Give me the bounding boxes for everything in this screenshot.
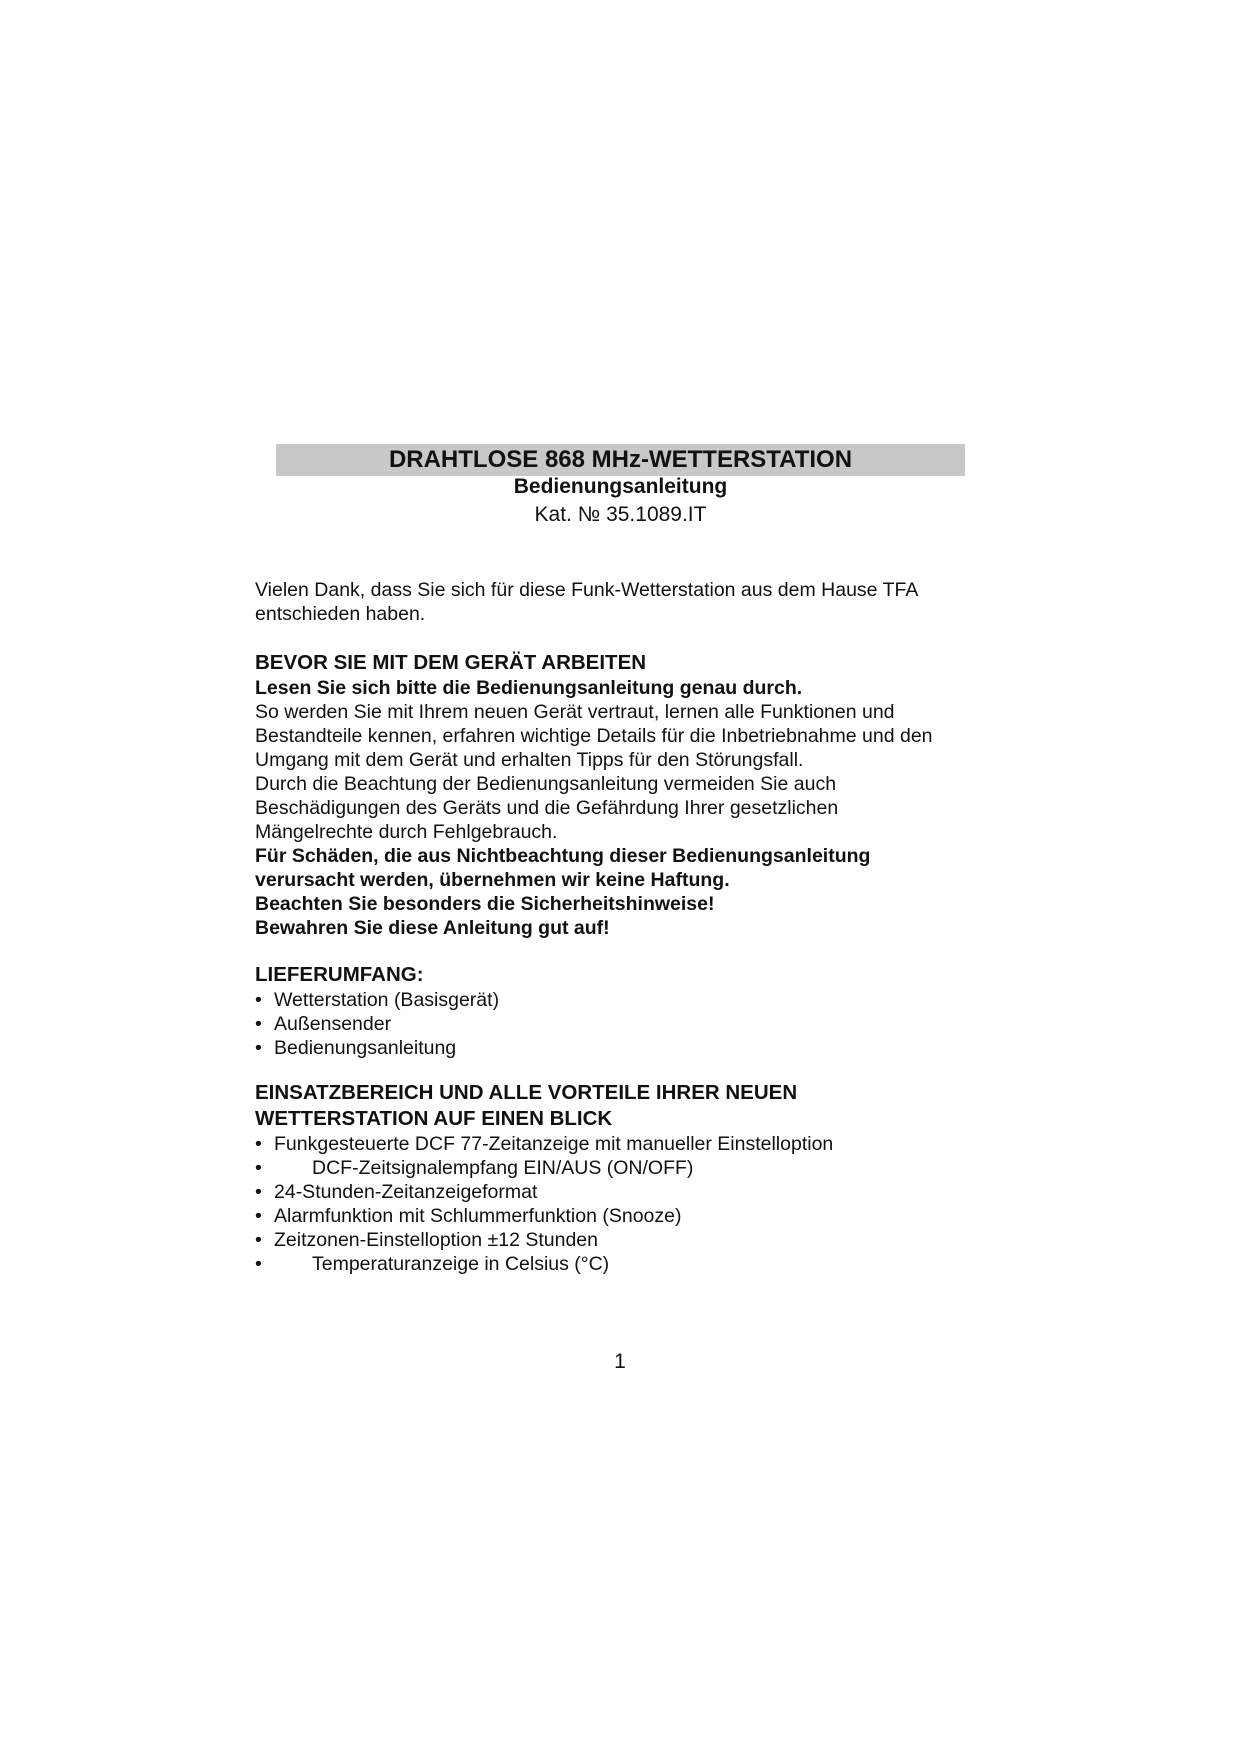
document-subtitle: Bedienungsanleitung <box>513 475 728 498</box>
catalog-number: Kat. № 35.1089.IT <box>534 503 707 526</box>
warning-line: Für Schäden, die aus Nichtbeachtung dieser Bedienungsanleitung <box>255 845 871 867</box>
list-item: • DCF-Zeitsignalempfang EIN/AUS (ON/OFF) <box>255 1156 1015 1180</box>
delivery-list <box>255 988 1015 1060</box>
body-line: Durch die Beachtung der Bedienungsanleitung vermeiden Sie auch <box>255 773 837 795</box>
intro-line: Vielen Dank, dass Sie sich für diese Funk-Wetterstation aus dem Hause TFA <box>255 579 919 601</box>
section-lead: Lesen Sie sich bitte die Bedienungsanleitung genau durch. <box>255 677 803 699</box>
list-item: • Funkgesteuerte DCF 77-Zeitanzeige mit manueller Einstelloption <box>255 1132 1015 1156</box>
list-item: • Bedienungsanleitung <box>255 1036 1015 1060</box>
section-before-use <box>255 650 1015 940</box>
body-line: Mängelrechte durch Fehlgebrauch. <box>255 821 558 843</box>
body-line: Bestandteile kennen, erfahren wichtige Details für die Inbetriebnahme und den <box>255 725 933 747</box>
list-item: • 24-Stunden-Zeitanzeigeformat <box>255 1180 1015 1204</box>
list-item: • Temperaturanzeige in Celsius (°C) <box>255 1252 1015 1276</box>
warning-line: Beachten Sie besonders die Sicherheitshinweise! <box>255 893 715 915</box>
section-heading: EINSATZBEREICH UND ALLE VORTEILE IHRER NEUEN <box>255 1081 798 1104</box>
section-heading: BEVOR SIE MIT DEM GERÄT ARBEITEN <box>255 651 647 674</box>
section-scope-of-delivery <box>255 962 1015 1060</box>
warning-line: verursacht werden, übernehmen wir keine Haftung. <box>255 869 730 891</box>
page-number: 1 <box>614 1350 626 1373</box>
intro-paragraph <box>255 578 1015 626</box>
features-list <box>255 1132 1015 1276</box>
body-line: So werden Sie mit Ihrem neuen Gerät vertraut, lernen alle Funktionen und <box>255 701 895 723</box>
warning-line: Bewahren Sie diese Anleitung gut auf! <box>255 917 610 939</box>
section-features <box>255 1080 1015 1276</box>
body-line: Beschädigungen des Geräts und die Gefährdung Ihrer gesetzlichen <box>255 797 839 819</box>
list-item: • Zeitzonen-Einstelloption ±12 Stunden <box>255 1228 1015 1252</box>
list-item: • Wetterstation (Basisgerät) <box>255 988 1015 1012</box>
intro-line: entschieden haben. <box>255 603 426 625</box>
list-item: • Außensender <box>255 1012 1015 1036</box>
document-title: DRAHTLOSE 868 MHz-WETTERSTATION <box>276 444 965 476</box>
list-item: • Alarmfunktion mit Schlummerfunktion (Snooze) <box>255 1204 1015 1228</box>
section-heading: WETTERSTATION AUF EINEN BLICK <box>255 1107 613 1130</box>
section-heading: LIEFERUMFANG: <box>255 963 424 986</box>
body-line: Umgang mit dem Gerät und erhalten Tipps für den Störungsfall. <box>255 749 804 771</box>
